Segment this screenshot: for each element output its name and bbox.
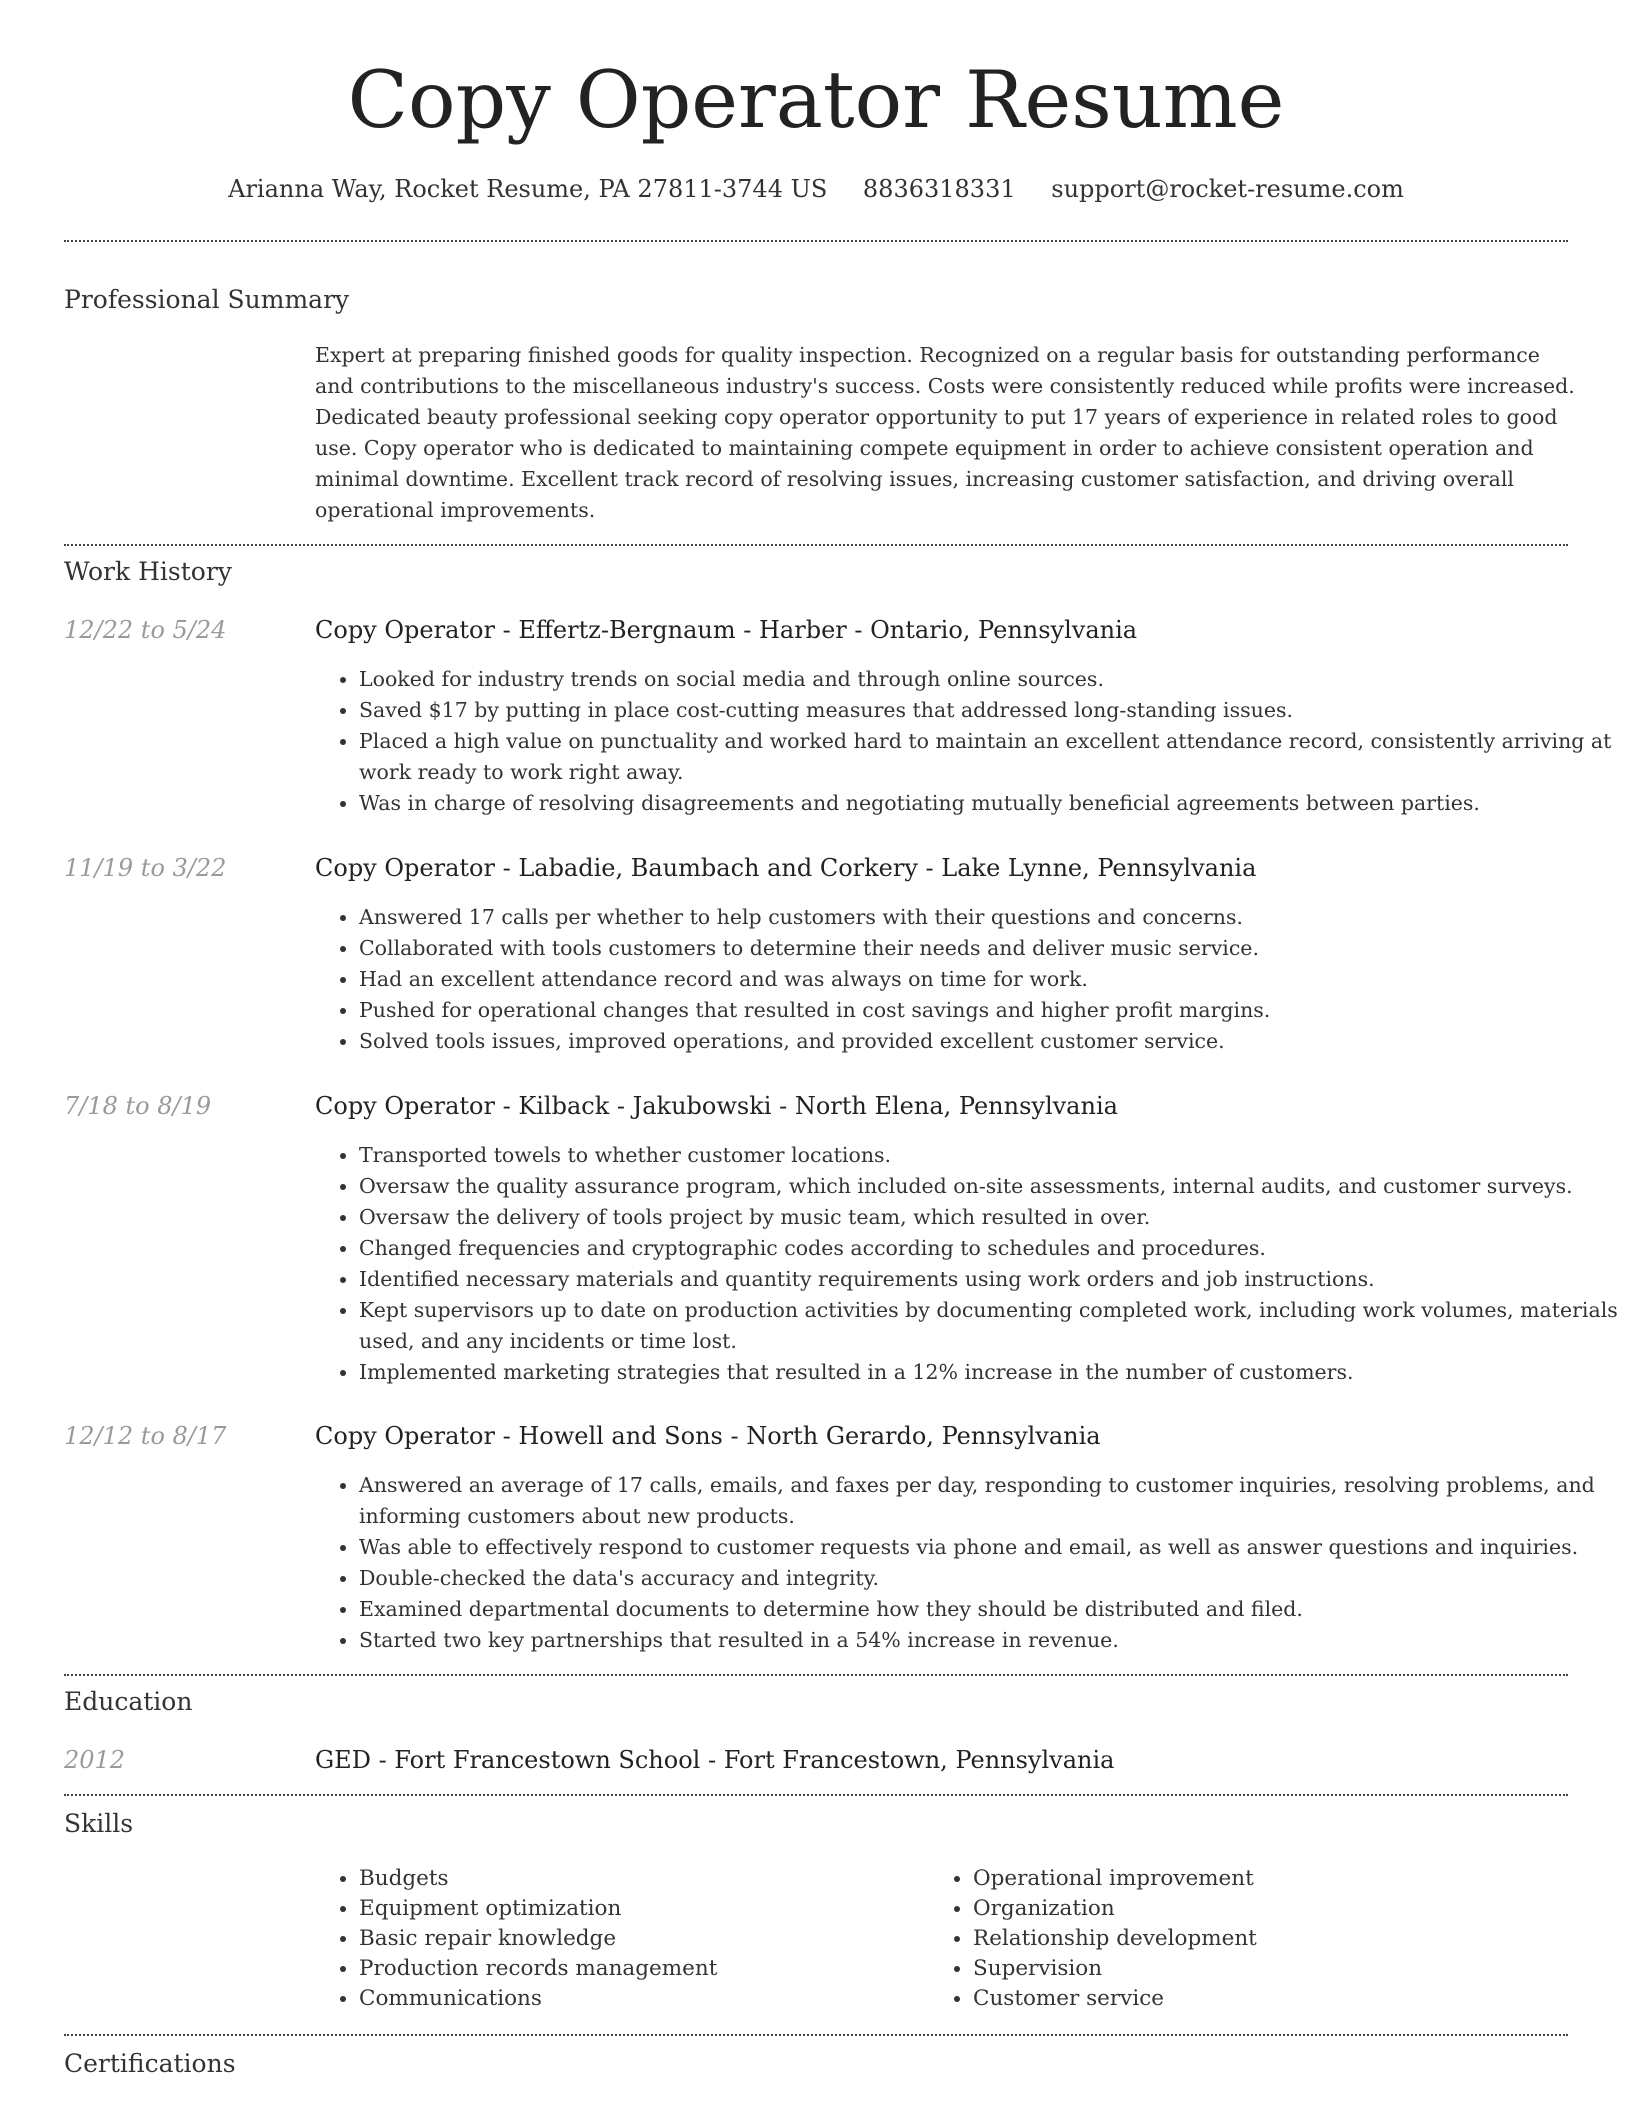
job-bullets: [315, 1140, 1619, 1388]
contact-phone: 8836318331: [862, 175, 1016, 203]
job-title: Copy Operator - Kilback - Jakubowski - North Elena, Pennsylvania: [315, 1092, 1118, 1120]
job-bullet: • Saved $17 by putting in place cost-cutting measures that addressed long-standing issues.: [359, 695, 1619, 726]
job-bullet: • Placed a high value on punctuality and worked hard to maintain an excellent attendance record, consistently arriving at work ready to work right away.: [359, 726, 1619, 788]
skills-list-left: [315, 1864, 919, 2014]
skill-item: • Production records management: [359, 1954, 919, 1984]
section-title-work-history: Work History: [64, 557, 232, 586]
job-dates: 7/18 to 8/19: [64, 1092, 212, 1120]
job-bullet: • Double-checked the data's accuracy and integrity.: [359, 1563, 1619, 1594]
job-bullet: • Answered 17 calls per whether to help customers with their questions and concerns.: [359, 902, 1619, 933]
job-bullet: • Collaborated with tools customers to determine their needs and deliver music service.: [359, 933, 1619, 964]
job-bullet: • Answered an average of 17 calls, emails, and faxes per day, responding to customer inquiries, resolving problems, and informing customers about new products.: [359, 1470, 1619, 1532]
job-bullet: • Kept supervisors up to date on production activities by documenting completed work, including work volumes, materials used, and any incidents or time lost.: [359, 1295, 1619, 1357]
divider: [64, 544, 1568, 546]
divider: [64, 1794, 1568, 1796]
section-title-summary: Professional Summary: [64, 285, 350, 314]
job-dates: 12/22 to 5/24: [64, 616, 227, 644]
job-dates: 12/12 to 8/17: [64, 1422, 227, 1450]
skill-item: • Organization: [973, 1894, 1573, 1924]
job-bullet: • Changed frequencies and cryptographic codes according to schedules and procedures.: [359, 1233, 1619, 1264]
job-bullet: • Started two key partnerships that resulted in a 54% increase in revenue.: [359, 1625, 1619, 1656]
section-title-education: Education: [64, 1687, 193, 1716]
contact-email: support@rocket-resume.com: [1051, 175, 1404, 203]
contact-address: Arianna Way, Rocket Resume, PA 27811-3744 US: [228, 175, 828, 203]
skill-item: • Operational improvement: [973, 1864, 1573, 1894]
education-year: 2012: [64, 1746, 126, 1774]
job-bullets: [315, 902, 1619, 1057]
skill-item: • Basic repair knowledge: [359, 1924, 919, 1954]
job-title: Copy Operator - Labadie, Baumbach and Corkery - Lake Lynne, Pennsylvania: [315, 854, 1257, 882]
skill-item: • Supervision: [973, 1954, 1573, 1984]
job-bullet: • Solved tools issues, improved operations, and provided excellent customer service.: [359, 1026, 1619, 1057]
skill-item: • Equipment optimization: [359, 1894, 919, 1924]
job-bullet: • Identified necessary materials and quantity requirements using work orders and job instructions.: [359, 1264, 1619, 1295]
job-bullet: • Implemented marketing strategies that resulted in a 12% increase in the number of customers.: [359, 1357, 1619, 1388]
section-title-skills: Skills: [64, 1809, 134, 1838]
job-bullets: [315, 664, 1619, 819]
divider: [64, 240, 1568, 242]
skill-item: • Customer service: [973, 1984, 1573, 2014]
summary-text: Expert at preparing finished goods for quality inspection. Recognized on a regular basis for outstanding performance and contributions to the miscellaneous industry's success. Costs were consistently reduced while profits were increased. Dedicated beauty professional seeking copy operator opportunity to put 17 years of experience in related roles to good use. Copy operator who is dedicated to maintaining compete equipment in order to achieve consistent operation and minimal downtime. Excellent track record of resolving issues, increasing customer satisfaction, and driving overall operational improvements.: [315, 343, 1575, 522]
job-bullet: • Was able to effectively respond to customer requests via phone and email, as well as answer questions and inquiries.: [359, 1532, 1619, 1563]
divider: [64, 2034, 1568, 2036]
section-title-certifications: Certifications: [64, 2049, 236, 2078]
job-bullet: • Had an excellent attendance record and was always on time for work.: [359, 964, 1619, 995]
contact-line: [0, 172, 1632, 206]
job-dates: 11/19 to 3/22: [64, 854, 227, 882]
skill-item: • Budgets: [359, 1864, 919, 1894]
job-title: Copy Operator - Howell and Sons - North Gerardo, Pennsylvania: [315, 1422, 1101, 1450]
job-title: Copy Operator - Effertz-Bergnaum - Harber - Ontario, Pennsylvania: [315, 616, 1138, 644]
education-entry: GED - Fort Francestown School - Fort Francestown, Pennsylvania: [315, 1746, 1115, 1774]
skill-item: • Communications: [359, 1984, 919, 2014]
job-bullet: • Oversaw the quality assurance program, which included on-site assessments, internal audits, and customer surveys.: [359, 1171, 1619, 1202]
job-bullet: • Pushed for operational changes that resulted in cost savings and higher profit margins.: [359, 995, 1619, 1026]
divider: [64, 1674, 1568, 1676]
job-bullet: • Transported towels to whether customer locations.: [359, 1140, 1619, 1171]
job-bullet: • Was in charge of resolving disagreements and negotiating mutually beneficial agreements between parties.: [359, 788, 1619, 819]
job-bullet: • Examined departmental documents to determine how they should be distributed and filed.: [359, 1594, 1619, 1625]
skills-list-right: [929, 1864, 1573, 2014]
resume-title: Copy Operator Resume: [347, 54, 1285, 146]
job-bullets: [315, 1470, 1619, 1656]
job-bullet: • Oversaw the delivery of tools project by music team, which resulted in over.: [359, 1202, 1619, 1233]
skill-item: • Relationship development: [973, 1924, 1573, 1954]
job-bullet: • Looked for industry trends on social media and through online sources.: [359, 664, 1619, 695]
